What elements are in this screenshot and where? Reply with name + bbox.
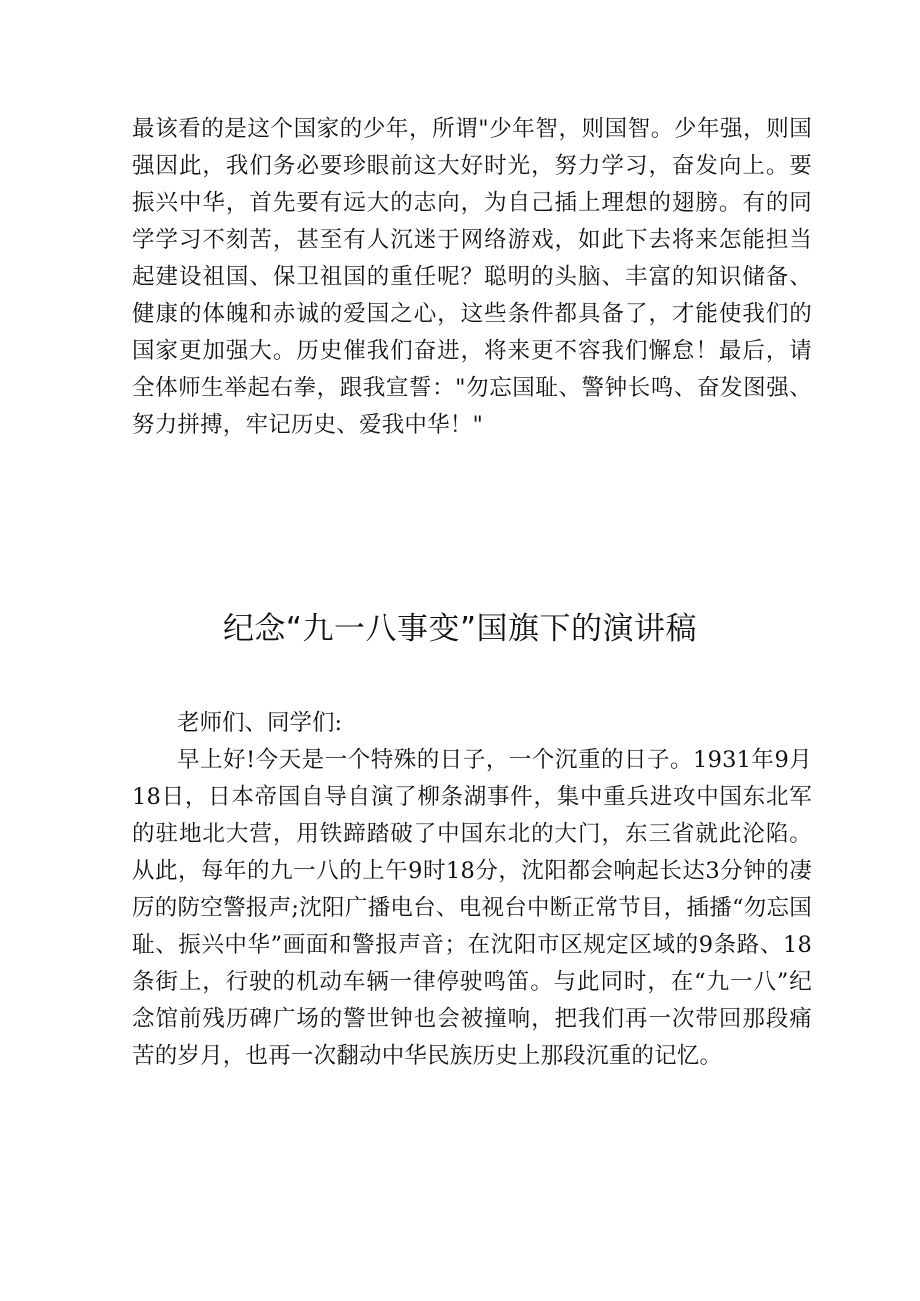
body-paragraph: 早上好!今天是一个特殊的日子，一个沉重的日子。1931年9月18日，日本帝国自导自演了柳条湖事件，集中重兵进攻中国东北军的驻地北大营，用铁蹄踏破了中国东北的大门，东三省就此沦陷。从此，每年的九一八的上午9时18分，沈阳都会响起长达3分钟的凄厉的防空警报声;沈阳广播电台、电视台中断正常节目，插播“勿忘国耻、振兴中华”画面和警报声音；在沈阳市区规定区域的9条路、18条街上，行驶的机动车辆一律停驶鸣笛。与此同时，在“九一八”纪念馆前残历碑广场的警世钟也会被撞响，把我们再一次带回那段痛苦的岁月，也再一次翻动中华民族历史上那段沉重的记忆。 [132,747,812,1069]
continued-paragraph: 最该看的是这个国家的少年，所谓"少年智，则国智。少年强，则国强因此，我们务必要珍眼前这大好时光，努力学习，奋发向上。要振兴中华，首先要有远大的志向，为自己插上理想的翅膀。有的同学学习不刻苦，甚至有人沉迷于网络游戏，如此下去将来怎能担当起建设祖国、保卫祖国的重任呢？聪明的头脑、丰富的知识储备、健康的体魄和赤诚的爱国之心，这些条件都具备了，才能使我们的国家更加强大。历史催我们奋进，将来更不容我们懈怠！最后，请全体师生举起右拳，跟我宣誓："勿忘国耻、警钟长鸣、奋发图强、努力拼搏，牢记历史、爱我中华！" [132,116,812,438]
salutation: 老师们、同学们: [177,710,343,736]
speech-title: 纪念“九一八事变”国旗下的演讲稿 [222,611,698,647]
